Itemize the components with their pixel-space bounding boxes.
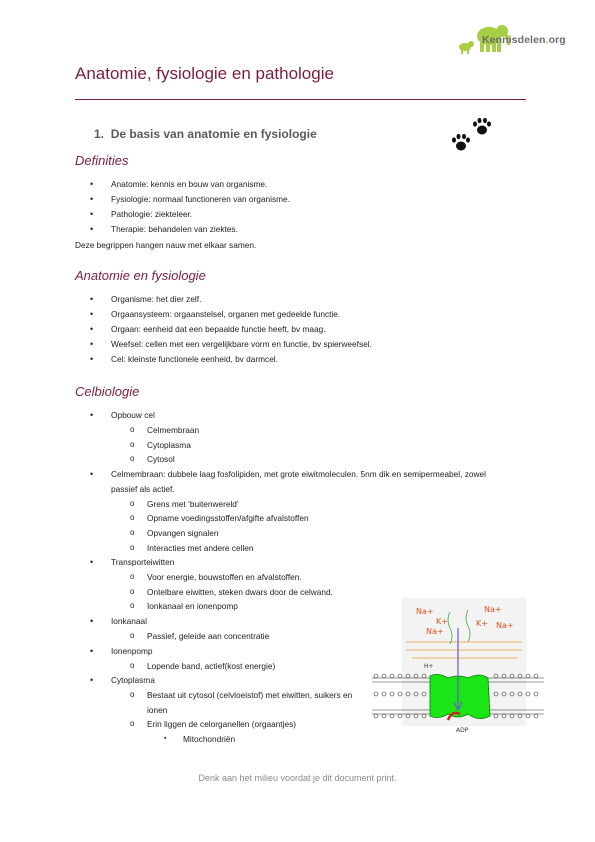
membrane-channel-diagram xyxy=(372,598,544,738)
item-label: Transporteiwitten xyxy=(111,557,175,568)
list-item: • Organisme: het dier zelf. xyxy=(75,292,495,307)
list-anatomie xyxy=(75,292,495,367)
sublist-item: o Interacties met andere cellen xyxy=(111,541,495,556)
footer-note: Denk aan het milieu voordat je dit document print. xyxy=(198,773,397,783)
k-label: K+ xyxy=(436,617,448,626)
list-item: • Cel: kleinste functionele eenheid, bv darmcel. xyxy=(75,352,495,367)
ion-label: Na+ xyxy=(484,605,502,614)
channel-protein xyxy=(430,674,490,718)
list-item: • Pathologie: ziekteleer. xyxy=(75,207,495,222)
item-label: Cytoplasma xyxy=(111,675,155,686)
sublist-item: o Opvangen signalen xyxy=(111,526,495,541)
sublist-item: o Voor energie, bouwstoffen en afvalstoffen. xyxy=(111,570,495,585)
list-item: • Orgaansysteem: orgaanstelsel, organen met gedeelde functie. xyxy=(75,307,495,322)
ion-label: Na+ xyxy=(416,607,434,616)
item-label: Celmembraan: dubbele laag fosfolipiden, met grote eiwitmoleculen. 5nm dik en semipermeabel, zowel passief als actief. xyxy=(111,468,486,494)
sublist-item: ▪ Mitochondriën xyxy=(147,732,495,747)
item-label: Erin liggen de celorganellen (orgaantjes) xyxy=(147,719,296,730)
section-heading xyxy=(94,127,317,141)
sublist-item: o Opname voedingsstoffen/afgifte afvalstoffen xyxy=(111,511,495,526)
list-item xyxy=(75,408,495,467)
heading-definities: Definities xyxy=(75,153,129,168)
sublist-item: o Bestaat uit cytosol (celvloeistof) met eiwitten, suikers en ionen xyxy=(111,688,357,717)
section-number: 1. xyxy=(94,127,105,141)
list-item xyxy=(75,467,495,555)
list-item: • Anatomie: kennis en bouw van organisme. xyxy=(75,177,495,192)
section-title: De basis van anatomie en fysiologie xyxy=(110,127,317,141)
item-label: Opbouw cel xyxy=(111,410,155,420)
kennisdelen-logo xyxy=(455,18,585,60)
list-item: • Weefsel: cellen met een vergelijkbare vorm en functie, bv spierweefsel. xyxy=(75,337,495,352)
heading-celbiologie: Celbiologie xyxy=(75,384,140,399)
sublist-item: o Passief, geleide aan concentratie xyxy=(111,629,495,644)
ion-label: Na+ xyxy=(426,627,444,636)
item-label: Ionkanaal xyxy=(111,615,147,626)
definities-note: Deze begrippen hangen nauw met elkaar samen. xyxy=(75,240,257,250)
k-label: K+ xyxy=(476,619,488,628)
item-label: Ionenpomp xyxy=(111,645,153,656)
adp-label: ADP xyxy=(456,727,469,734)
sublist xyxy=(111,497,495,555)
ion-label: Na+ xyxy=(496,621,514,630)
heading-anatomie: Anatomie en fysiologie xyxy=(75,268,206,283)
sublist-item: o Grens met ‘buitenwereld’ xyxy=(111,497,495,512)
title-divider xyxy=(75,99,526,100)
logo-text: Kennisdelen.org xyxy=(482,34,566,46)
sublist-item: o Cytosol xyxy=(111,452,495,467)
sublist xyxy=(111,423,495,467)
sublist-item: o Lopende band, actief(kost energie) xyxy=(111,659,495,674)
list-item: • Fysiologie: normaal functioneren van organisme. xyxy=(75,192,495,207)
paw-prints-icon xyxy=(448,116,496,156)
sublist-item: o Celmembraan xyxy=(111,423,495,438)
list-item: • Orgaan: eenheid dat een bepaalde functie heeft, bv maag. xyxy=(75,322,495,337)
sublist-item: o Cytoplasma xyxy=(111,438,495,453)
sublist-item: o Ontelbare eiwitten, steken dwars door de celwand. xyxy=(111,585,495,600)
list-definities xyxy=(75,177,495,237)
list-item: • Therapie: behandelen van ziektes. xyxy=(75,222,495,237)
sublist-item: o Ionkanaal en ionenpomp xyxy=(111,599,495,614)
h-label: H+ xyxy=(424,663,434,670)
document-title: Anatomie, fysiologie en pathologie xyxy=(75,64,334,83)
